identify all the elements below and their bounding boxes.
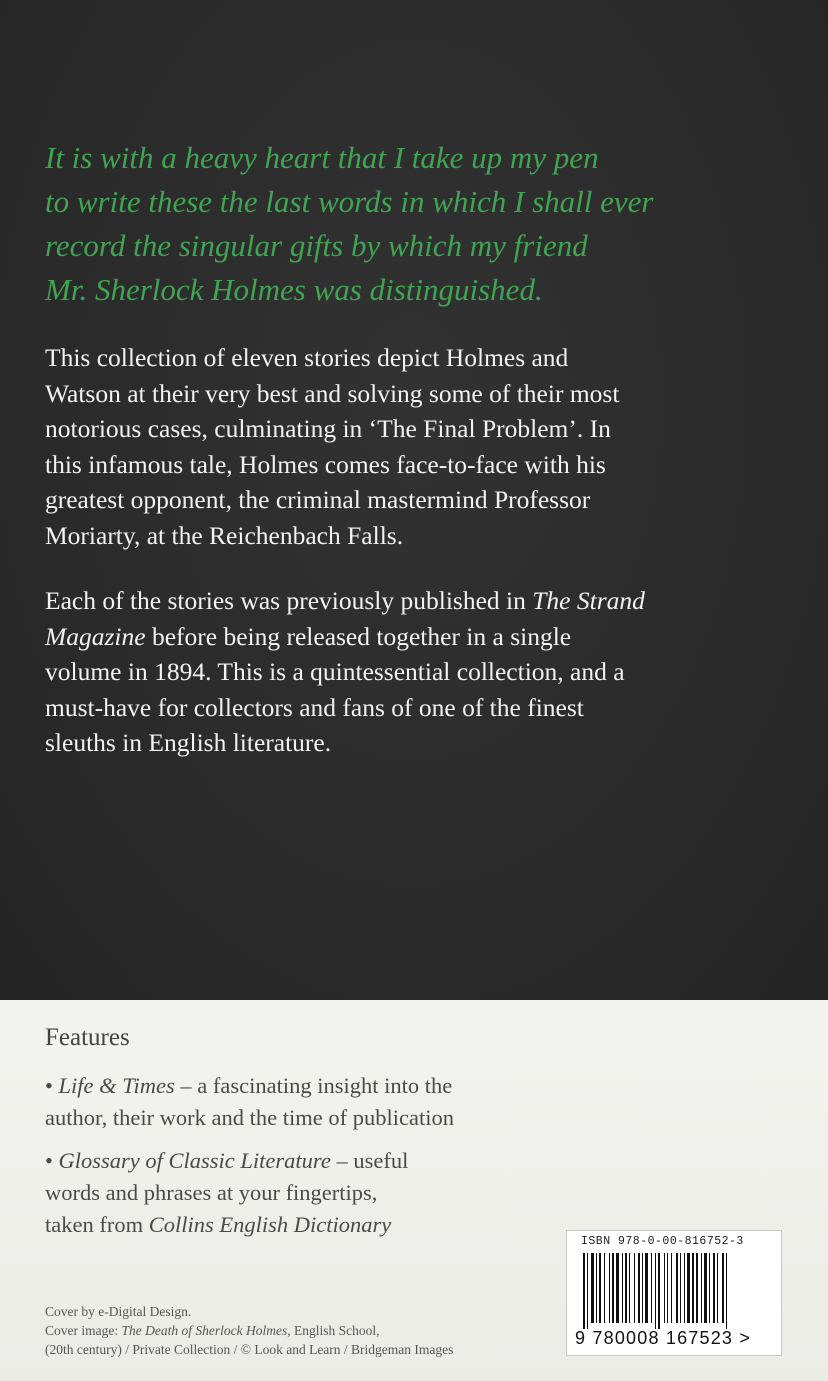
feature-text: – useful: [330, 1148, 409, 1173]
feature-text: taken from: [45, 1212, 149, 1237]
barcode-bar: [609, 1253, 610, 1323]
barcode-bar: [664, 1253, 665, 1323]
dictionary-name: Collins English Dictionary: [148, 1212, 392, 1237]
feature-item-glossary: [45, 1145, 565, 1241]
feature-line: [45, 1145, 565, 1177]
blurb-line: [45, 619, 805, 655]
magazine-title: The Strand: [532, 586, 645, 615]
barcode-bar: [713, 1253, 715, 1323]
features-heading: Features: [45, 1024, 130, 1051]
barcode-bar: [651, 1253, 652, 1323]
barcode-bar: [645, 1253, 648, 1323]
barcode-bar: [671, 1253, 672, 1323]
barcode-bar: [696, 1253, 698, 1323]
credit-text: , English School,: [287, 1323, 380, 1338]
blurb-paragraph-2: [45, 583, 805, 761]
barcode-bar: [604, 1253, 605, 1323]
barcode-bar: [680, 1253, 681, 1323]
blurb-text: Each of the stories was previously published in: [45, 586, 533, 615]
barcode-bar: [684, 1253, 685, 1323]
artwork-title: The Death of Sherlock Holmes: [121, 1323, 288, 1338]
feature-text: – a fascinating insight into the: [174, 1073, 453, 1098]
bullet: •: [45, 1073, 59, 1098]
feature-line: [45, 1070, 565, 1102]
barcode-bar: [709, 1253, 710, 1323]
blurb-line: must-have for collectors and fans of one of the finest: [45, 692, 584, 722]
barcode-bar: [616, 1253, 619, 1323]
barcode-bar: [726, 1253, 727, 1329]
barcode-bar: [687, 1253, 690, 1323]
barcode-bar: [655, 1253, 656, 1329]
feature-name: Life & Times: [58, 1073, 175, 1098]
barcode-bar: [583, 1253, 585, 1329]
barcode-bar: [676, 1253, 678, 1323]
barcode-bar: [638, 1253, 640, 1323]
barcode-bars: [581, 1253, 769, 1329]
barcode-bar: [622, 1253, 623, 1323]
barcode-bar: [634, 1253, 635, 1323]
credit-line: [45, 1321, 453, 1340]
barcode-bar: [704, 1253, 707, 1323]
credit-line: (20th century) / Private Collection / © Look and Learn / Bridgeman Images: [45, 1342, 454, 1357]
quote-line-4: Mr. Sherlock Holmes was distinguished.: [45, 272, 543, 307]
barcode-bar: [629, 1253, 630, 1323]
opening-quote: [45, 136, 805, 312]
barcode-bar: [692, 1253, 694, 1323]
credit-line: Cover by e-Digital Design.: [45, 1304, 192, 1319]
barcode-bar: [642, 1253, 643, 1323]
barcode-bar: [591, 1253, 594, 1323]
credit-text: Cover image:: [45, 1323, 122, 1338]
cover-credits: [45, 1302, 453, 1359]
blurb-line: [45, 583, 805, 619]
barcode-bar: [596, 1253, 597, 1323]
feature-line: author, their work and the time of publication: [45, 1105, 454, 1130]
blurb-line: notorious cases, culminating in ‘The Final Problem’. In: [45, 414, 611, 443]
barcode-bar: [587, 1253, 588, 1329]
feature-line: words and phrases at your fingertips,: [45, 1180, 378, 1205]
barcode-bar: [625, 1253, 627, 1323]
barcode-bar: [599, 1253, 601, 1323]
barcode-digits: 9 780008 167523 >: [575, 1328, 752, 1348]
feature-line: [45, 1209, 565, 1241]
blurb-paragraph-1: [45, 340, 805, 553]
blurb-line: this infamous tale, Holmes comes face-to-face with his: [45, 449, 606, 479]
bullet: •: [45, 1148, 59, 1173]
blurb-line: volume in 1894. This is a quintessential collection, and a: [45, 657, 625, 686]
barcode-bar: [612, 1253, 614, 1323]
quote-line-2: to write these the last words in which I shall ever: [45, 184, 654, 219]
quote-line-1: It is with a heavy heart that I take up my pen: [45, 140, 599, 175]
barcode-bar: [667, 1253, 668, 1323]
isbn-label: ISBN 978-0-00-816752-3: [581, 1235, 744, 1248]
feature-item-life-and-times: [45, 1070, 565, 1134]
barcode-bar: [701, 1253, 702, 1323]
blurb-line: sleuths in English literature.: [45, 728, 332, 757]
blurb-line: This collection of eleven stories depict Holmes and: [45, 343, 569, 372]
blurb-line: Watson at their very best and solving some of their most: [45, 378, 620, 408]
barcode-bar: [722, 1253, 724, 1323]
blurb-text: before being released together in a single: [145, 621, 572, 651]
magazine-title: Magazine: [45, 621, 146, 651]
quote-line-3: record the singular gifts by which my friend: [45, 228, 588, 263]
barcode-bar: [658, 1253, 660, 1329]
isbn-barcode: [566, 1230, 782, 1356]
barcode-bar: [717, 1253, 718, 1323]
feature-name: Glossary of Classic Literature: [58, 1148, 331, 1173]
blurb-line: Moriarty, at the Reichenbach Falls.: [45, 520, 404, 550]
blurb-line: greatest opponent, the criminal mastermind Professor: [45, 485, 591, 514]
